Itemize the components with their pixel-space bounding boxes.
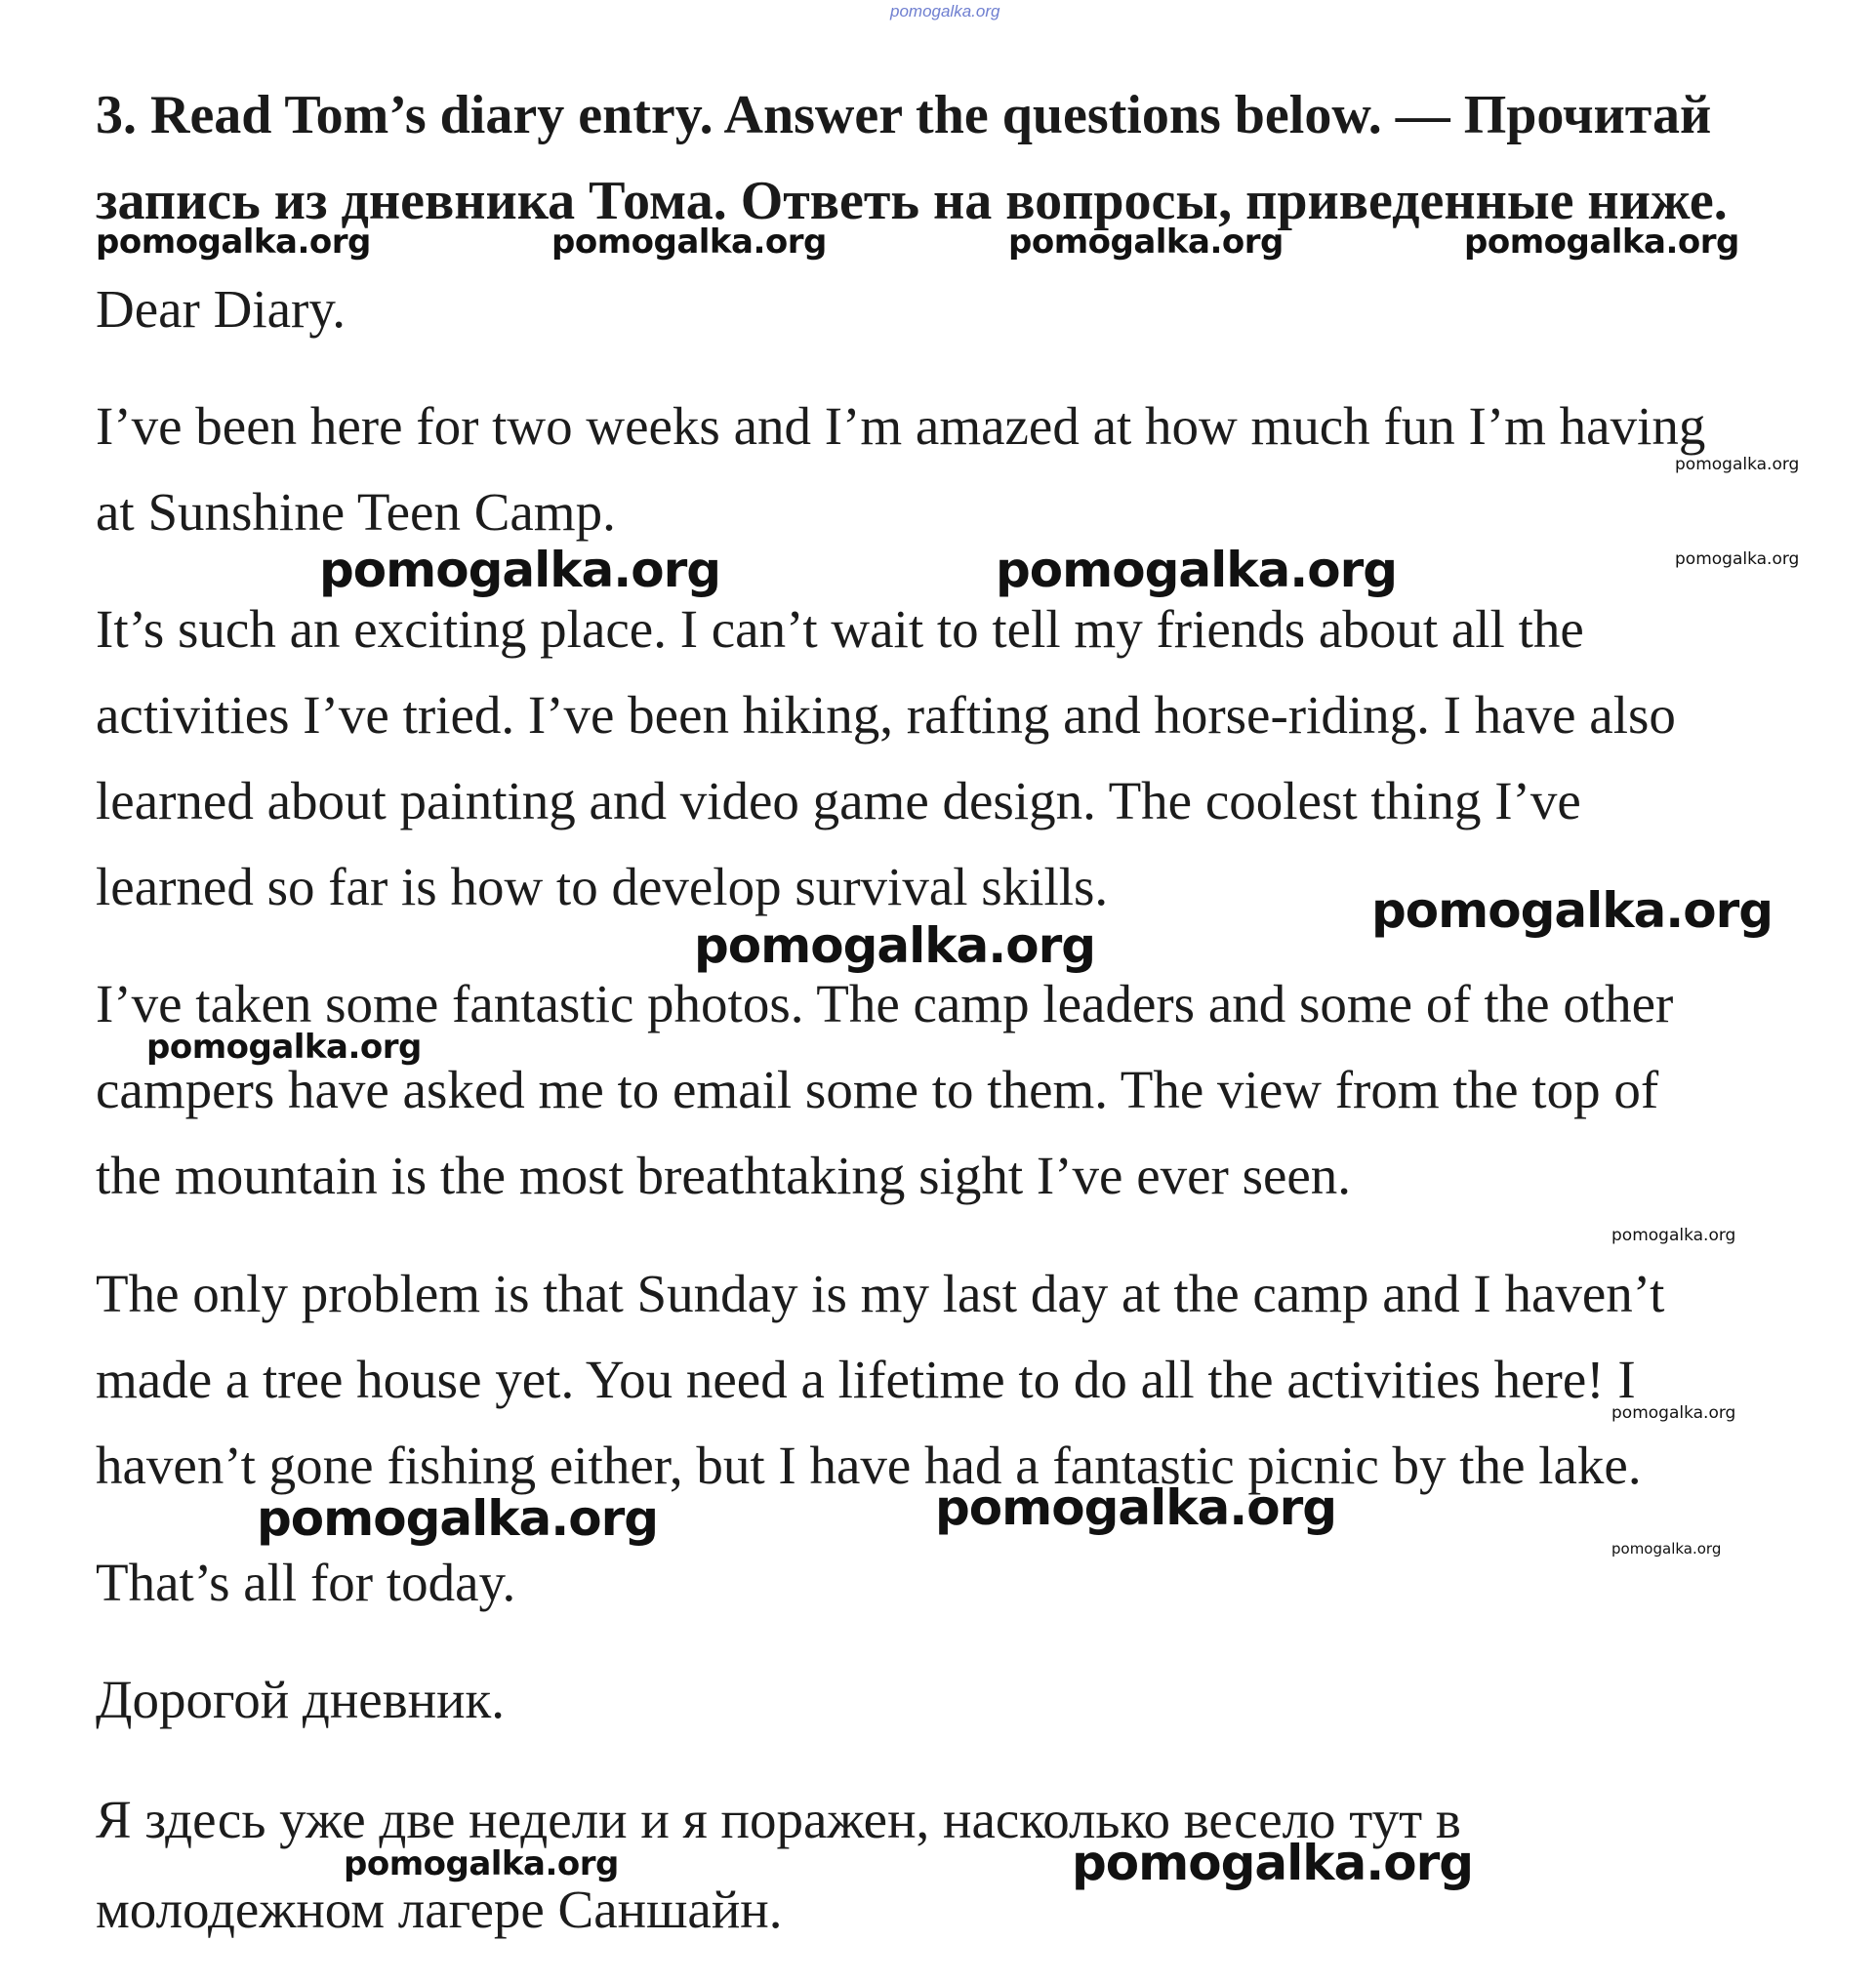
diary-line: haven’t gone fishing either, but I have had a fantastic picnic by the lake. bbox=[96, 1436, 1642, 1495]
watermark: pomogalka.org bbox=[1675, 549, 1800, 569]
diary-line: activities I’ve tried. I’ve been hiking, rafting and horse-riding. I have also bbox=[96, 685, 1676, 745]
watermark: pomogalka.org bbox=[1371, 882, 1774, 939]
watermark: pomogalka.org bbox=[1675, 455, 1800, 474]
diary-line: campers have asked me to email some to them. The view from the top of bbox=[96, 1060, 1659, 1119]
diary-line: I’ve taken some fantastic photos. The camp leaders and some of the other bbox=[96, 974, 1674, 1033]
watermark: pomogalka.org bbox=[1611, 1403, 1736, 1423]
diary-line: I’ve been here for two weeks and I’m amazed at how much fun I’m having bbox=[96, 396, 1706, 456]
watermark: pomogalka.org bbox=[996, 542, 1398, 598]
diary-line: made a tree house yet. You need a lifetime to do all the activities here! I bbox=[96, 1350, 1636, 1409]
diary-greeting: Dear Diary. bbox=[96, 279, 347, 339]
watermark: pomogalka.org bbox=[1464, 223, 1739, 262]
watermark: pomogalka.org bbox=[344, 1844, 619, 1883]
watermark: pomogalka.org bbox=[551, 223, 827, 262]
diary-line: at Sunshine Teen Camp. bbox=[96, 482, 616, 542]
translation-greeting: Дорогой дневник. bbox=[96, 1670, 506, 1729]
watermark: pomogalka.org bbox=[257, 1490, 659, 1547]
watermark: pomogalka.org bbox=[96, 223, 371, 262]
watermark: pomogalka.org bbox=[1008, 223, 1284, 262]
translation-line: молодежном лагере Саншайн. bbox=[96, 1880, 783, 1939]
diary-line: The only problem is that Sunday is my last day at the camp and I haven’t bbox=[96, 1264, 1665, 1323]
watermark: pomogalka.org bbox=[935, 1479, 1337, 1536]
watermark: pomogalka.org bbox=[1611, 1226, 1736, 1245]
translation-line: Я здесь уже две недели и я поражен, насколько весело тут в bbox=[96, 1790, 1461, 1849]
exercise-title: 3. Read Tom’s diary entry. Answer the questions below. — Прочитай запись из дневника Тома. Ответь на вопросы, приведенные ниже. bbox=[96, 85, 1728, 231]
watermark: pomogalka.org bbox=[319, 542, 721, 598]
diary-closing: That’s all for today. bbox=[96, 1553, 516, 1612]
diary-line: It’s such an exciting place. I can’t wait to tell my friends about all the bbox=[96, 599, 1584, 659]
diary-line: learned about painting and video game design. The coolest thing I’ve bbox=[96, 771, 1581, 830]
diary-line: learned so far is how to develop survival skills. bbox=[96, 857, 1109, 916]
watermark: pomogalka.org bbox=[1072, 1835, 1474, 1891]
watermark: pomogalka.org bbox=[146, 1028, 422, 1067]
site-mark: pomogalka.org bbox=[890, 2, 1000, 20]
diary-line: the mountain is the most breathtaking sight I’ve ever seen. bbox=[96, 1146, 1352, 1205]
watermark: pomogalka.org bbox=[1611, 1540, 1722, 1558]
watermark: pomogalka.org bbox=[694, 917, 1096, 974]
